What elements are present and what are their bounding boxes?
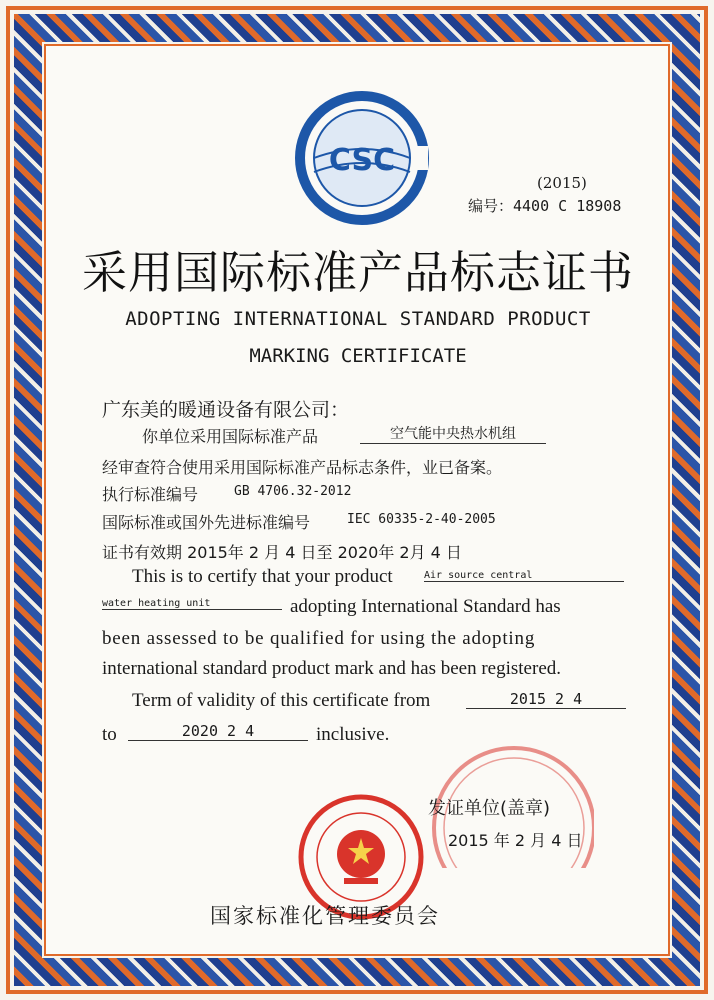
standard-value: GB 4706.32-2012 [234, 484, 352, 499]
csc-logo-icon [292, 88, 432, 228]
valid-to-date: 2020 2 4 [128, 722, 308, 741]
english-line1: This is to certify that your product [132, 566, 393, 587]
english-line3: been assessed to be qualified for using the adopting [102, 628, 536, 649]
product-name-en-2: water heating unit [102, 598, 282, 610]
title-chinese: 采用国际标准产品标志证书 [81, 246, 634, 299]
company-name: 广东美的暖通设备有限公司： [102, 399, 350, 421]
validity-chinese: 证书有效期 2015年 2 月 4 日至 2020年 2月 4 日 [102, 543, 462, 562]
title-english-line2: MARKING CERTIFICATE [249, 345, 467, 367]
issuer-label: 发证单位(盖章) [428, 798, 551, 819]
review-statement: 经审查符合使用采用国际标准产品标志条件，业已备案。 [102, 458, 503, 477]
certificate-number: 编号：4400 C 18908 [468, 197, 622, 215]
product-name-cn: 空气能中央热水机组 [360, 423, 546, 444]
issue-date: 2015 年 2 月 4 日 [448, 831, 583, 850]
valid-from-date: 2015 2 4 [466, 690, 626, 709]
adopt-statement: 你单位采用国际标准产品 [142, 427, 319, 446]
intl-standard-label: 国际标准或国外先进标准编号 [102, 513, 311, 532]
issuing-committee: 国家标准化管理委员会 [210, 904, 440, 928]
english-inclusive-label: inclusive. [316, 724, 390, 745]
title-english-line1: ADOPTING INTERNATIONAL STANDARD PRODUCT [125, 308, 591, 330]
product-name-en-1: Air source central [424, 570, 624, 582]
certificate-year: (2015) [537, 174, 587, 192]
standard-label: 执行标准编号 [102, 485, 199, 504]
english-to-label: to [102, 724, 117, 745]
intl-standard-value: IEC 60335-2-40-2005 [347, 512, 496, 527]
svg-text:CSC: CSC [328, 143, 396, 178]
english-line2: adopting International Standard has [290, 596, 561, 617]
english-validity-label: Term of validity of this certificate from [132, 690, 431, 711]
english-line4: international standard product mark and has been registered. [102, 658, 561, 679]
